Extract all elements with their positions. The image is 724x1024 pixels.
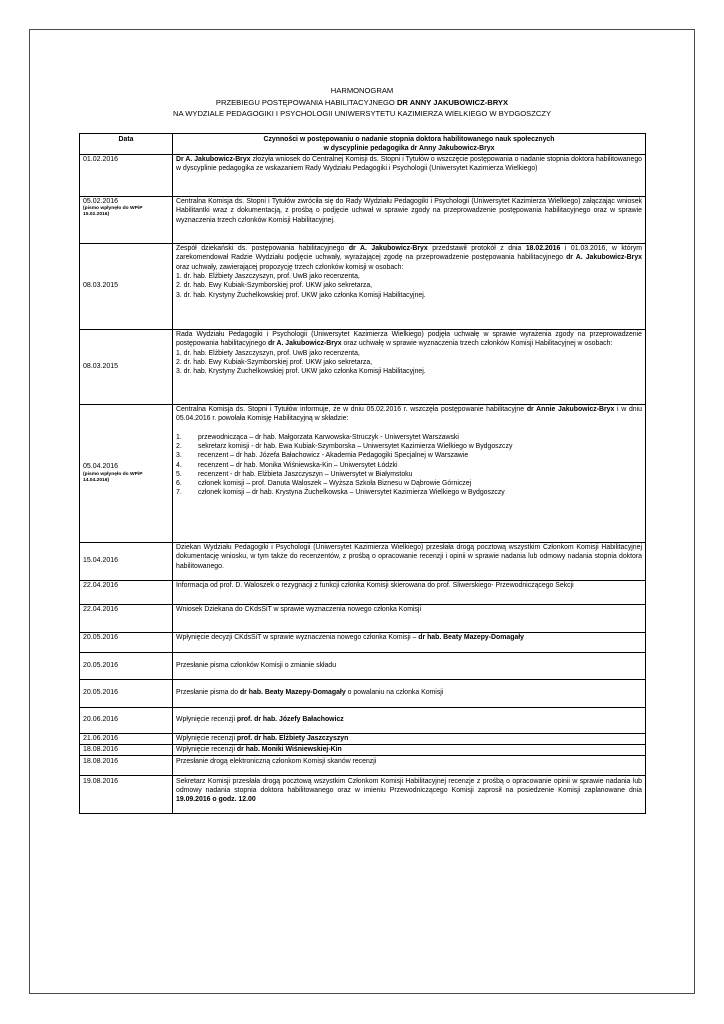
- activity-cell: Wpłynięcie recenzji dr hab. Moniki Wiśniewskiej-Kin: [173, 744, 646, 755]
- activity-cell: Dr A. Jakubowicz-Bryx złożyła wniosek do Centralnej Komisji ds. Stopni i Tytułów o wszczęcie postępowania o nadanie stopnia doktora habilitowanego w dyscyplinie pedagogika ze wskazaniem Rady Wydziału Pedagogiki i Psychologii (Uniwersytet Kazimierza Wielkiego): [173, 154, 646, 196]
- list-item: 4. recenzent – dr hab. Monika Wiśniewska-Kin – Uniwersytet Łódzki: [176, 461, 398, 469]
- table-row: [80, 580, 646, 604]
- list-item: 3. recenzent – dr hab. Józefa Bałachowicz - Akademia Pedagogiki Specjalnej w Warszawie: [176, 452, 469, 460]
- activity-cell: Wpłynięcie recenzji prof. dr hab. Elżbiety Jaszczyszyn: [173, 733, 646, 744]
- date-cell: 01.02.2016: [80, 154, 173, 196]
- date-cell: 21.06.2016: [80, 733, 173, 744]
- activity-cell: Sekretarz Komisji przesłała drogą pocztową wszystkim Członkom Komisji Habilitacyjnej recenzje z prośbą o opracowanie opinii w sprawie nadania lub odmowy nadania stopnia doktora habilitowanego oraz w imieniu Przewodniczącego Komisji zaprosił na posiedzenie Komisji zaplanowane dnia 19.09.2016 o godz. 12.00: [173, 776, 646, 814]
- table-row: [80, 604, 646, 632]
- date-cell: 22.04.2016: [80, 604, 173, 632]
- activity-cell: Wniosek Dziekana do CKdsSiT w sprawie wyznaczenia nowego członka Komisji: [173, 604, 646, 632]
- table-row: [80, 154, 646, 196]
- activity-cell: Zespół dziekański ds. postępowania habilitacyjnego dr A. Jakubowicz-Bryx przedstawił protokół z dnia 18.02.2016 i 01.03.2016, w którym zarekomendował Radzie Wydziału podjęcie uchwały, wyrażającej zgodę na przeprowadzenie postępowania habilitacyjnego dr A. Jakubowicz-Bryx oraz uchwały, zawierającej propozycję trzech członków komisji w osobach: 1. dr. hab. Elżbiety Jaszczyszyn, prof. UwB jako recenzenta, 2. dr. hab. Ewy Kubiak-Szymborskiej prof. UKW jako sekretarza, 3. dr. hab. Krystyny Żuchelkowskiej prof. UKW jako członka Komisji Habilitacyjnej.: [173, 243, 646, 329]
- member-line: 2. dr. hab. Ewy Kubiak-Szymborskiej prof. UKW jako sekretarza,: [176, 358, 373, 366]
- table-row: [80, 679, 646, 707]
- committee-list: [176, 433, 642, 498]
- member-line: 3. dr. hab. Krystyny Żuchelkowskiej prof. UKW jako członka Komisji Habilitacyjnej.: [176, 368, 426, 376]
- document-subtitle: PRZEBIEGU POSTĘPOWANIA HABILITACYJNEGO DR ANNY JAKUBOWICZ-BRYX: [215, 97, 509, 107]
- schedule-table: [79, 133, 646, 814]
- table-row: [80, 404, 646, 542]
- date-cell: 19.08.2016: [80, 776, 173, 814]
- date-cell: 05.02.2016 (pismo wpłynęło do WPiP 15.02.2016): [80, 196, 173, 243]
- faculty-line: NA WYDZIALE PEDAGOGIKI I PSYCHOLOGII UNIWERSYTETU KAZIMIERZA WIELKIEGO W BYDGOSZCZY: [172, 109, 552, 118]
- list-item: 6. członek komisji – prof. Danuta Waloszek – Wyższa Szkoła Biznesu w Dąbrowie Górniczej: [176, 480, 472, 488]
- member-line: 1. dr. hab. Elżbiety Jaszczyszyn, prof. UwB jako recenzenta,: [176, 272, 360, 280]
- activity-cell: Dziekan Wydziału Pedagogiki i Psychologii (Uniwersytet Kazimierza Wielkiego) przesłała drogą pocztową wszystkim Członkom Komisji Habilitacyjnej dokumentację wniosku, w tym także do recenzentów, z prośbą o opracowanie recenzji i opinii w sprawie nadania lub odmowy nadania stopnia doktora habilitowanego.: [173, 542, 646, 580]
- list-item: 7. członek komisji – dr hab. Krystyna Żuchelkowska – Uniwersytet Kazimierza Wielkiego w Bydgoszczy: [176, 489, 505, 497]
- activity-cell: Przesłanie pisma do dr hab. Beaty Mazepy-Domagały o powalaniu na członka Komisji: [173, 679, 646, 707]
- table-row: [80, 733, 646, 744]
- member-line: 1. dr. hab. Elżbiety Jaszczyszyn, prof. UwB jako recenzenta,: [176, 349, 360, 357]
- receipt-note: (pismo wpłynęło do WPiP 15.02.2016): [83, 206, 143, 218]
- table-row: [80, 632, 646, 652]
- table-header-row: [80, 134, 646, 155]
- activity-cell: Centralna Komisja ds. Stopni i Tytułów informuje, że w dniu 05.02.2016 r. wszczęła postępowanie habilitacyjne dr Annie Jakubowicz-Bryx i w dniu 05.04.2016 r. powołała Komisję Habilitacyjną w składzie: 1. przewodnicząca – dr hab. Małgorzata Karwowska-Struczyk - Uniwersytet Warszawski 2. sekretarz komisji - dr hab. Ewa Kubiak-Szymborska – Uniwersytet Kazimierza Wielkiego w Bydgoszczy 3. recenzent – dr hab. Józefa Bałachowicz - Akademia Pedagogiki Specjalnej w Warszawie 4. recenzent – dr hab. Monika Wiśniewska-Kin – Uniwersytet Łódzki 5. recenzent - dr hab. Elżbieta Jaszczyszyn – Uniwersytet w Białymstoku 6. członek komisji – prof. Danuta Waloszek – Wyższa Szkoła Biznesu w Dąbrowie Górniczej 7. członek komisji – dr hab. Krystyna Żuchelkowska – Uniwersytet Kazimierza Wielkiego w Bydgoszczy: [173, 404, 646, 542]
- date-cell: 05.04.2016 (pismo wpłynęło do WPiP 14.04.2016): [80, 404, 173, 542]
- date-cell: 20.05.2016: [80, 652, 173, 679]
- table-row: [80, 744, 646, 755]
- date-cell: 08.03.2015: [80, 243, 173, 329]
- date-cell: 20.06.2016: [80, 707, 173, 733]
- activity-cell: Informacja od prof. D. Waloszek o rezygnacji z funkcji członka Komisji skierowana do prof. Śliwerskiego- Przewodniczącego Sekcji: [173, 580, 646, 604]
- candidate-name: DR ANNY JAKUBOWICZ-BRYX: [396, 97, 509, 107]
- column-header-activity: Czynności w postępowaniu o nadanie stopnia doktora habilitowanego nauk społecznych w dyscyplinie pedagogika dr Anny Jakubowicz-Bryx: [173, 134, 646, 155]
- date-cell: 20.05.2016: [80, 679, 173, 707]
- table-row: [80, 652, 646, 679]
- document-title: HARMONOGRAM: [330, 86, 394, 95]
- date-cell: 18.08.2016: [80, 744, 173, 755]
- table-row: [80, 196, 646, 243]
- activity-cell: Przesłanie pisma członków Komisji o zmianie składu: [173, 652, 646, 679]
- activity-cell: Centralna Komisja ds. Stopni i Tytułów zwróciła się do Rady Wydziału Pedagogiki i Psychologii (Uniwersytet Kazimierza Wielkiego) załączając wniosek Habilitantki wraz z dokumentacją, z prośbą o podjęcie uchwał w sprawie zgody na przeprowadzenie postępowania habilitacyjnego oraz w sprawie wyznaczenia trzech członków Komisji Habilitacyjnej.: [173, 196, 646, 243]
- date-cell: 08.03.2015: [80, 329, 173, 404]
- table-row: [80, 542, 646, 580]
- date-cell: 20.05.2016: [80, 632, 173, 652]
- table-row: [80, 756, 646, 776]
- list-item: 5. recenzent - dr hab. Elżbieta Jaszczyszyn – Uniwersytet w Białymstoku: [176, 470, 413, 478]
- column-header-date: Data: [80, 134, 173, 155]
- table-row: [80, 776, 646, 814]
- activity-cell: Wpłynięcie decyzji CKdsSiT w sprawie wyznaczenia nowego członka Komisji – dr hab. Beaty Mazepy-Domagały: [173, 632, 646, 652]
- list-item: 2. sekretarz komisji - dr hab. Ewa Kubiak-Szymborska – Uniwersytet Kazimierza Wielkiego w Bydgoszczy: [176, 442, 513, 450]
- activity-cell: Wpłynięcie recenzji prof. dr hab. Józefy Bałachowicz: [173, 707, 646, 733]
- date-cell: 15.04.2016: [80, 542, 173, 580]
- table-row: [80, 707, 646, 733]
- activity-cell: Rada Wydziału Pedagogiki i Psychologii (Uniwersytet Kazimierza Wielkiego) podjęła uchwałę w sprawie wyrażenia zgody na przeprowadzenie postępowania habilitacyjnego dr A. Jakubowicz-Bryx oraz uchwałę w sprawie wyznaczenia trzech członków Komisji Habilitacyjnej w osobach: 1. dr. hab. Elżbiety Jaszczyszyn, prof. UwB jako recenzenta, 2. dr. hab. Ewy Kubiak-Szymborskiej prof. UKW jako sekretarza, 3. dr. hab. Krystyny Żuchelkowskiej prof. UKW jako członka Komisji Habilitacyjnej.: [173, 329, 646, 404]
- activity-cell: Przesłanie drogą elektroniczną członkom Komisji skanów recenzji: [173, 756, 646, 776]
- list-item: 1. przewodnicząca – dr hab. Małgorzata Karwowska-Struczyk - Uniwersytet Warszawski: [176, 433, 459, 441]
- receipt-note: (pismo wpłynęło do WPiP 14.04.2016): [83, 471, 143, 483]
- table-row: [80, 329, 646, 404]
- date-cell: 22.04.2016: [80, 580, 173, 604]
- date-cell: 18.08.2016: [80, 756, 173, 776]
- document-header: [29, 85, 695, 120]
- table-row: [80, 243, 646, 329]
- member-line: 3. dr. hab. Krystyny Żuchelkowskiej prof. UKW jako członka Komisji Habilitacyjnej.: [176, 291, 426, 299]
- member-line: 2. dr. hab. Ewy Kubiak-Szymborskiej prof. UKW jako sekretarza,: [176, 282, 373, 290]
